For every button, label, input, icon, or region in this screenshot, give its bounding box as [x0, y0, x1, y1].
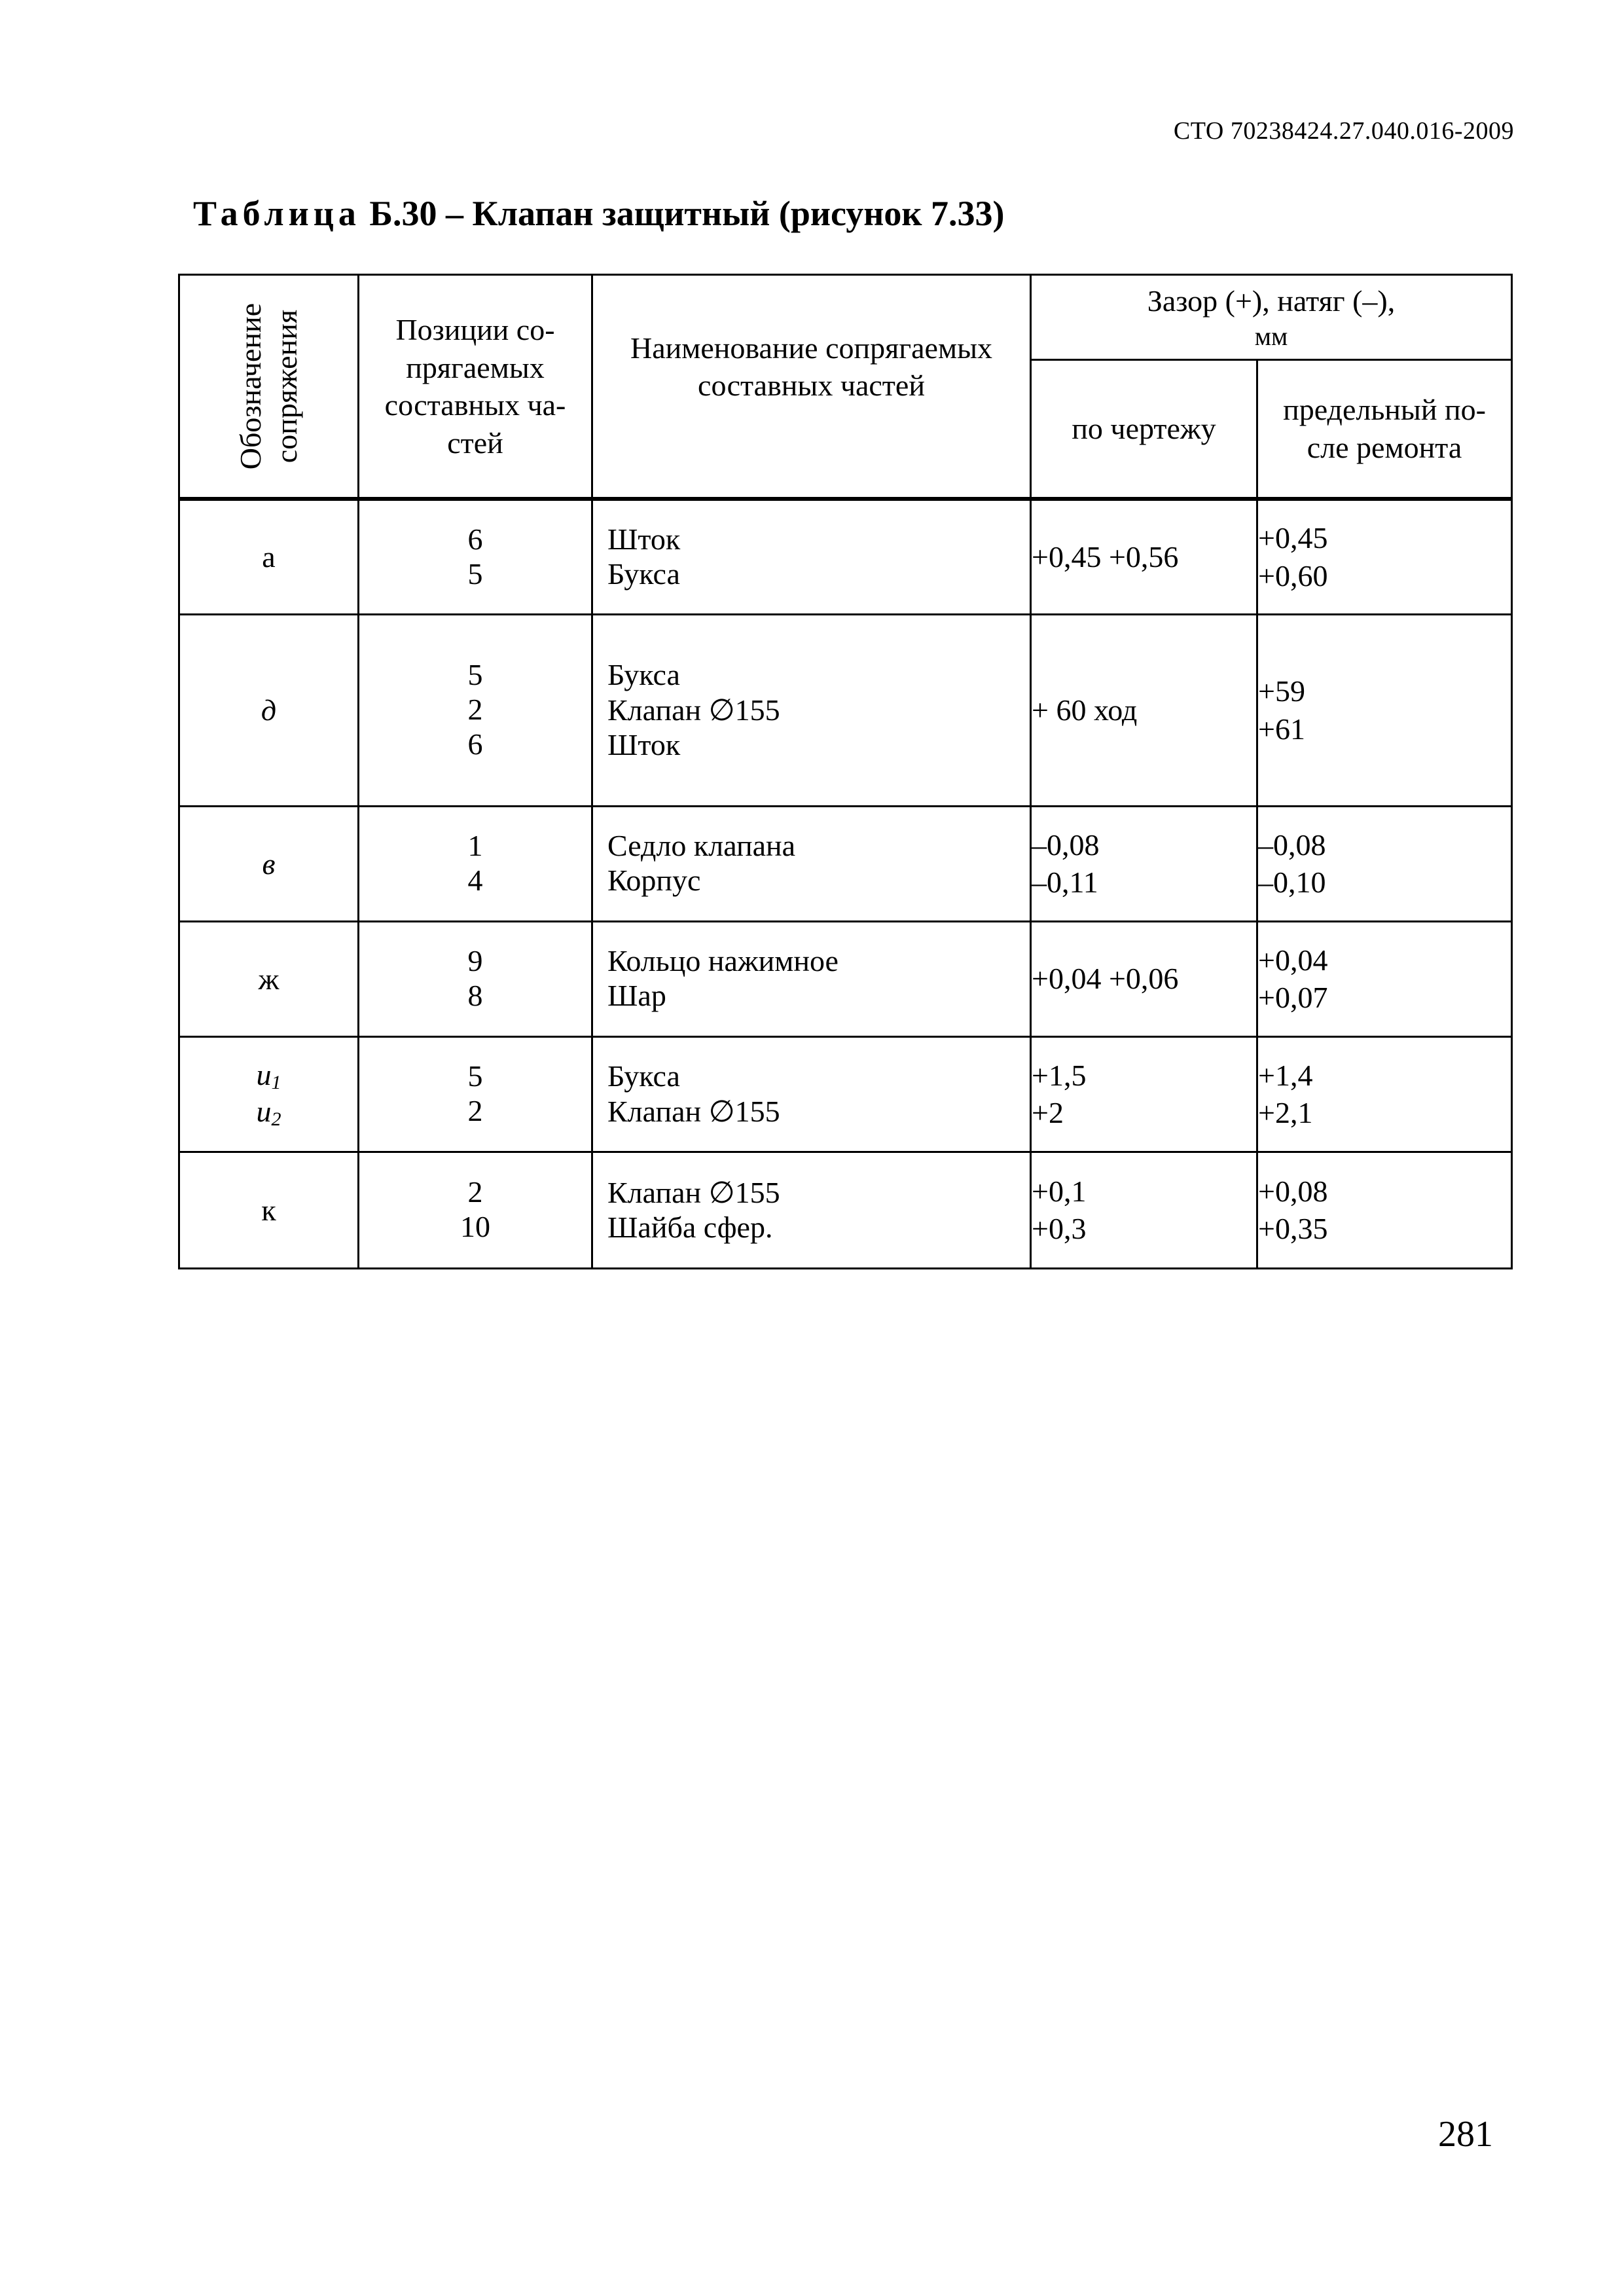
position-value: 5: [467, 658, 483, 691]
header-by-drawing: по чертежу: [1031, 359, 1257, 499]
part-name: Седло клапана: [607, 829, 796, 862]
table-title-text: Б.30 – Клапан защитный (рисунок 7.33): [360, 194, 1005, 233]
limit-cell: [1257, 1152, 1512, 1268]
limit-value: –0,08: [1258, 828, 1326, 862]
by-drawing-value: –0,08: [1032, 828, 1100, 862]
position-value: 6: [467, 522, 483, 556]
position-value: 8: [467, 979, 483, 1012]
header-gap-unit: мм: [1254, 321, 1288, 351]
header-names: [592, 275, 1031, 500]
by-drawing-value: +2: [1032, 1096, 1064, 1129]
by-drawing-value: + 60 ход: [1032, 693, 1138, 727]
position-value: 2: [467, 1175, 483, 1209]
table-title: [193, 193, 1004, 234]
limit-value: +0,35: [1258, 1212, 1328, 1245]
table-row: [179, 921, 1512, 1036]
position-value: 5: [467, 556, 483, 591]
header-positions-line: Позиции со-: [395, 313, 555, 346]
part-name: Букса: [607, 556, 680, 591]
header-limit-line: предельный по-: [1283, 393, 1486, 427]
page-number: 281: [1438, 2114, 1493, 2155]
positions-cell: [359, 1152, 592, 1268]
designation-cell: [179, 499, 359, 614]
table-row: [179, 614, 1512, 806]
header-positions-line: прягаемых: [406, 350, 545, 384]
part-name: Шар: [607, 979, 666, 1012]
designation-cell: [179, 1036, 359, 1152]
header-names-line: составных частей: [698, 369, 925, 402]
by-drawing-cell: [1031, 921, 1257, 1036]
limit-value: +0,45: [1258, 521, 1328, 555]
header-positions: [359, 275, 592, 500]
limit-value: +59: [1258, 674, 1305, 708]
designation-value: д: [261, 693, 277, 727]
table-title-label: Таблица: [193, 194, 361, 233]
part-name: Кольцо нажимное: [607, 944, 839, 977]
by-drawing-cell: [1031, 499, 1257, 614]
limit-cell: [1257, 614, 1512, 806]
header-gap: [1031, 275, 1512, 360]
table-row: [179, 1152, 1512, 1268]
designation-subscript: 2: [271, 1108, 281, 1130]
by-drawing-value: +0,04 +0,06: [1032, 962, 1179, 996]
part-name: Букса: [607, 1059, 680, 1093]
header-positions-line: составных ча-: [384, 388, 566, 422]
limit-cell: [1257, 806, 1512, 921]
position-value: 5: [467, 1059, 483, 1093]
limit-value: +0,04: [1258, 943, 1328, 977]
table-row: [179, 499, 1512, 614]
positions-cell: [359, 614, 592, 806]
limit-value: +61: [1258, 712, 1305, 746]
header-limit: [1257, 359, 1512, 499]
table-row: [179, 1036, 1512, 1152]
position-value: 9: [467, 944, 483, 977]
by-drawing-value: +0,45 +0,56: [1032, 540, 1179, 574]
designation-letter: и: [256, 1095, 272, 1128]
by-drawing-value: +0,1: [1032, 1174, 1087, 1208]
limit-value: +1,4: [1258, 1058, 1313, 1092]
part-name: Клапан ∅155: [607, 1175, 780, 1209]
header-designation: [179, 275, 359, 500]
limit-value: +0,07: [1258, 981, 1328, 1014]
limit-cell: [1257, 921, 1512, 1036]
by-drawing-cell: [1031, 1036, 1257, 1152]
designation-value: в: [262, 847, 276, 881]
position-value: 2: [467, 693, 483, 726]
position-value: 1: [467, 829, 483, 862]
designation-letter: и: [256, 1058, 272, 1091]
limit-cell: [1257, 1036, 1512, 1152]
designation-cell: [179, 614, 359, 806]
header-names-line: Наименование сопрягаемых: [630, 331, 992, 365]
position-value: 6: [467, 727, 483, 761]
by-drawing-value: –0,11: [1032, 866, 1098, 899]
table-row: [179, 806, 1512, 921]
designation-value: ж: [258, 962, 280, 996]
limit-value: +2,1: [1258, 1096, 1313, 1129]
part-name: Шток: [607, 522, 681, 556]
limit-value: +0,08: [1258, 1174, 1328, 1208]
names-cell: [592, 1152, 1031, 1268]
names-cell: [592, 921, 1031, 1036]
mating-table: [178, 274, 1513, 1269]
part-name: Корпус: [607, 864, 701, 897]
position-value: 2: [467, 1094, 483, 1127]
designation-value: а: [262, 540, 276, 574]
positions-cell: [359, 1036, 592, 1152]
positions-cell: [359, 806, 592, 921]
by-drawing-cell: [1031, 806, 1257, 921]
position-value: 4: [467, 864, 483, 897]
by-drawing-value: +1,5: [1032, 1058, 1087, 1092]
header-designation-line: Обозначение: [234, 302, 268, 470]
positions-cell: [359, 499, 592, 614]
header-positions-line: стей: [447, 426, 503, 460]
positions-cell: [359, 921, 592, 1036]
by-drawing-cell: [1031, 614, 1257, 806]
names-cell: [592, 614, 1031, 806]
designation-cell: [179, 806, 359, 921]
part-name: Шайба сфер.: [607, 1210, 773, 1244]
header-gap-line: Зазор (+), натяг (–),: [1147, 284, 1396, 318]
designation-value: к: [261, 1193, 276, 1227]
document-code: СТО 70238424.27.040.016-2009: [1173, 117, 1514, 145]
designation-cell: [179, 921, 359, 1036]
limit-value: +0,60: [1258, 558, 1328, 592]
designation-cell: [179, 1152, 359, 1268]
by-drawing-cell: [1031, 1152, 1257, 1268]
part-name: Клапан ∅155: [607, 1094, 780, 1128]
part-name: Шток: [607, 727, 681, 761]
names-cell: [592, 1036, 1031, 1152]
designation-value: [180, 1094, 357, 1131]
limit-cell: [1257, 499, 1512, 614]
position-value: 10: [460, 1210, 490, 1243]
by-drawing-value: +0,3: [1032, 1212, 1087, 1245]
designation-value: [180, 1057, 357, 1094]
limit-value: –0,10: [1258, 866, 1326, 899]
header-limit-line: сле ремонта: [1307, 430, 1462, 464]
part-name: Клапан ∅155: [607, 693, 780, 727]
header-designation-line: сопряжения: [270, 309, 304, 464]
names-cell: [592, 499, 1031, 614]
designation-subscript: 1: [271, 1072, 281, 1093]
part-name: Букса: [607, 657, 680, 691]
names-cell: [592, 806, 1031, 921]
